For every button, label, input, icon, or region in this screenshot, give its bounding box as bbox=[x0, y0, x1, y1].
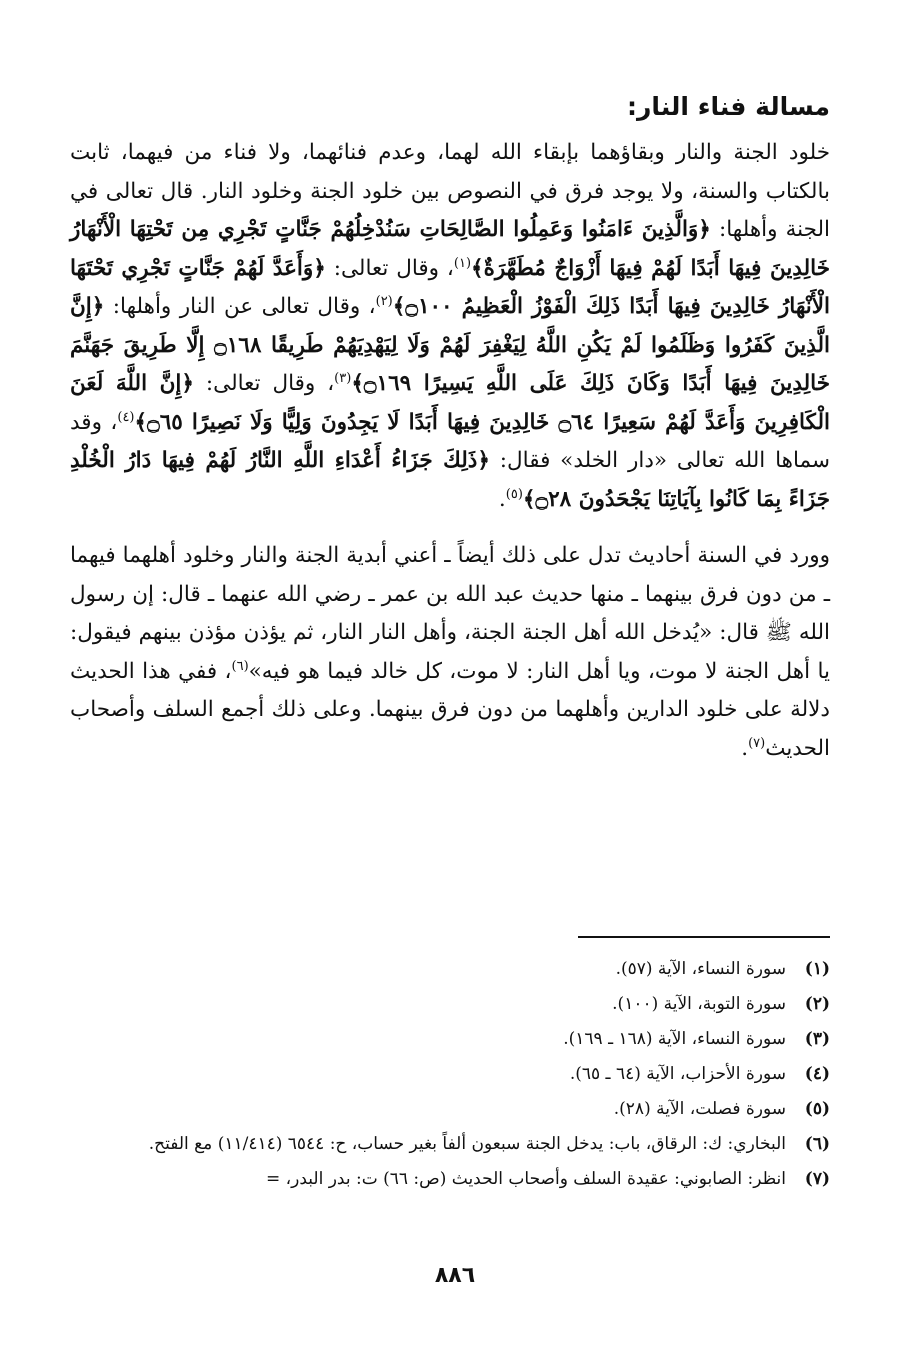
footnote-number: (٦) bbox=[804, 1134, 830, 1154]
footnote-text: سورة النساء، الآية (١٦٨ ـ ١٦٩). bbox=[563, 1029, 786, 1049]
quran-verse: ﴿وَالَّذِينَ ءَامَنُوا وَعَمِلُوا الصَّالِحَاتِ سَنُدْخِلُهُمْ جَنَّاتٍ تَجْرِي مِن تَحْتِهَا الْأَنْهَارُ خَالِدِينَ فِيهَا أَبَدًا لَهُمْ فِيهَا أَزْوَاجٌ مُطَهَّرَةٌ﴾ bbox=[70, 217, 830, 281]
footnote-ref[interactable]: (٥) bbox=[505, 486, 523, 502]
quran-verse: ﴿إِنَّ اللَّهَ لَعَنَ الْكَافِرِينَ وَأَعَدَّ لَهُمْ سَعِيرًا ۝٦٤ خَالِدِينَ فِيهَا أَبَدًا لَا يَجِدُونَ وَلِيًّا وَلَا نَصِيرًا ۝٦٥﴾ bbox=[70, 371, 830, 435]
paragraph-text: ، وقال تعالى عن النار وأهلها: bbox=[104, 294, 376, 319]
footnote-text: سورة النساء، الآية (٥٧). bbox=[615, 959, 786, 979]
paragraph-text: ، ففي هذا الحديث دلالة على خلود الدارين وأهلهما من دون فرق بينهما. وعلى ذلك أجمع السلف وأصحاب الحديث bbox=[70, 658, 830, 761]
paragraph-text: ، وقد سماها الله تعالى «دار الخلد» فقال: bbox=[70, 409, 830, 473]
footnote-number: (٤) bbox=[804, 1064, 830, 1084]
footnote-ref[interactable]: (٦) bbox=[231, 658, 249, 674]
paragraph-text: ، وقال تعالى: bbox=[193, 371, 335, 396]
page-body bbox=[70, 88, 830, 768]
footnote-number: (٧) bbox=[804, 1169, 830, 1189]
paragraph-text: . bbox=[741, 735, 749, 761]
footnote-ref[interactable]: (٧) bbox=[748, 735, 766, 751]
footnote-ref[interactable]: (١) bbox=[453, 255, 472, 271]
paragraph-text: ، وقال تعالى: bbox=[325, 255, 454, 281]
footnote-ref[interactable]: (٢) bbox=[375, 293, 393, 309]
footnote-item bbox=[80, 1127, 830, 1162]
footnote-text: سورة فصلت، الآية (٢٨). bbox=[613, 1099, 786, 1119]
footnote-number: (٢) bbox=[804, 994, 830, 1014]
footnotes-list bbox=[80, 952, 830, 1197]
footnote-text: انظر: الصابوني: عقيدة السلف وأصحاب الحديث (ص: ٦٦) ت: بدر البدر، = bbox=[266, 1169, 786, 1189]
footnote-item bbox=[80, 1057, 830, 1092]
footnote-text: سورة التوبة، الآية (١٠٠). bbox=[612, 994, 786, 1014]
footnote-item bbox=[80, 952, 830, 987]
footnote-item bbox=[80, 1022, 830, 1057]
footnote-ref[interactable]: (٣) bbox=[334, 370, 352, 386]
paragraph-text: وورد في السنة أحاديث تدل على ذلك أيضاً ـ أعني أبدية الجنة والنار وخلود أهلهما فيهما ـ من دون فرق بينهما ـ منها حديث عبد الله بن عمر ـ رضي الله عنهما ـ قال: إن رسول الله ﷺ قال: «يُدخل الله أهل الجنة الجنة، وأهل النار النار، ثم يؤذن مؤذن بينهم فيقول: يا أهل الجنة لا موت، ويا أهل النار: لا موت، كل خالد فيما هو فيه» bbox=[70, 543, 830, 684]
footnote-number: (٥) bbox=[804, 1099, 830, 1119]
footnote-ref[interactable]: (٤) bbox=[117, 409, 135, 425]
paragraph-text: خلود الجنة والنار وبقاؤهما بإبقاء الله لهما، وعدم فنائهما، ولا فناء من فيهما، ثابت بالكتاب والسنة، ولا يوجد فرق في النصوص بين خلود الجنة وخلود النار. قال تعالى في الجنة وأهلها: bbox=[70, 140, 831, 242]
paragraph-text: . bbox=[498, 486, 506, 512]
page-number: ٨٨٦ bbox=[434, 1263, 476, 1288]
section-heading: مسالة فناء النار: bbox=[627, 92, 830, 121]
footnote-item bbox=[80, 987, 830, 1022]
footnote-number: (١) bbox=[804, 959, 830, 979]
footnote-text: سورة الأحزاب، الآية (٦٤ ـ ٦٥). bbox=[569, 1064, 786, 1084]
quran-verse: ﴿إِنَّ الَّذِينَ كَفَرُوا وَظَلَمُوا لَمْ يَكُنِ اللَّهُ لِيَغْفِرَ لَهُمْ وَلَا لِيَهْدِيَهُمْ طَرِيقًا ۝١٦٨ إِلَّا طَرِيقَ جَهَنَّمَ خَالِدِينَ فِيهَا أَبَدًا وَكَانَ ذَلِكَ عَلَى اللَّهِ يَسِيرًا ۝١٦٩﴾ bbox=[70, 294, 831, 396]
quran-verse: ﴿وَأَعَدَّ لَهُمْ جَنَّاتٍ تَجْرِي تَحْتَهَا الْأَنْهَارُ خَالِدِينَ فِيهَا أَبَدًا ذَلِكَ الْفَوْزُ الْعَظِيمُ ۝١٠٠﴾ bbox=[70, 255, 830, 319]
footnote-number: (٣) bbox=[804, 1029, 830, 1049]
footnote-item bbox=[80, 1162, 830, 1197]
footnote-text: البخاري: ك: الرقاق، باب: يدخل الجنة سبعون ألفاً بغير حساب، ح: ٦٥٤٤ (١١/٤١٤) مع الفتح. bbox=[148, 1134, 786, 1154]
quran-verse: ﴿ذَلِكَ جَزَاءُ أَعْدَاءِ اللَّهِ النَّارُ لَهُمْ فِيهَا دَارُ الْخُلْدِ جَزَاءً بِمَا كَانُوا بِآيَاتِنَا يَجْحَدُونَ ۝٢٨﴾ bbox=[70, 448, 830, 512]
paragraph-hadith-evidence bbox=[70, 537, 830, 768]
paragraph-quran-evidence bbox=[70, 134, 830, 519]
footnote-item bbox=[80, 1092, 830, 1127]
footnote-divider bbox=[578, 936, 830, 938]
